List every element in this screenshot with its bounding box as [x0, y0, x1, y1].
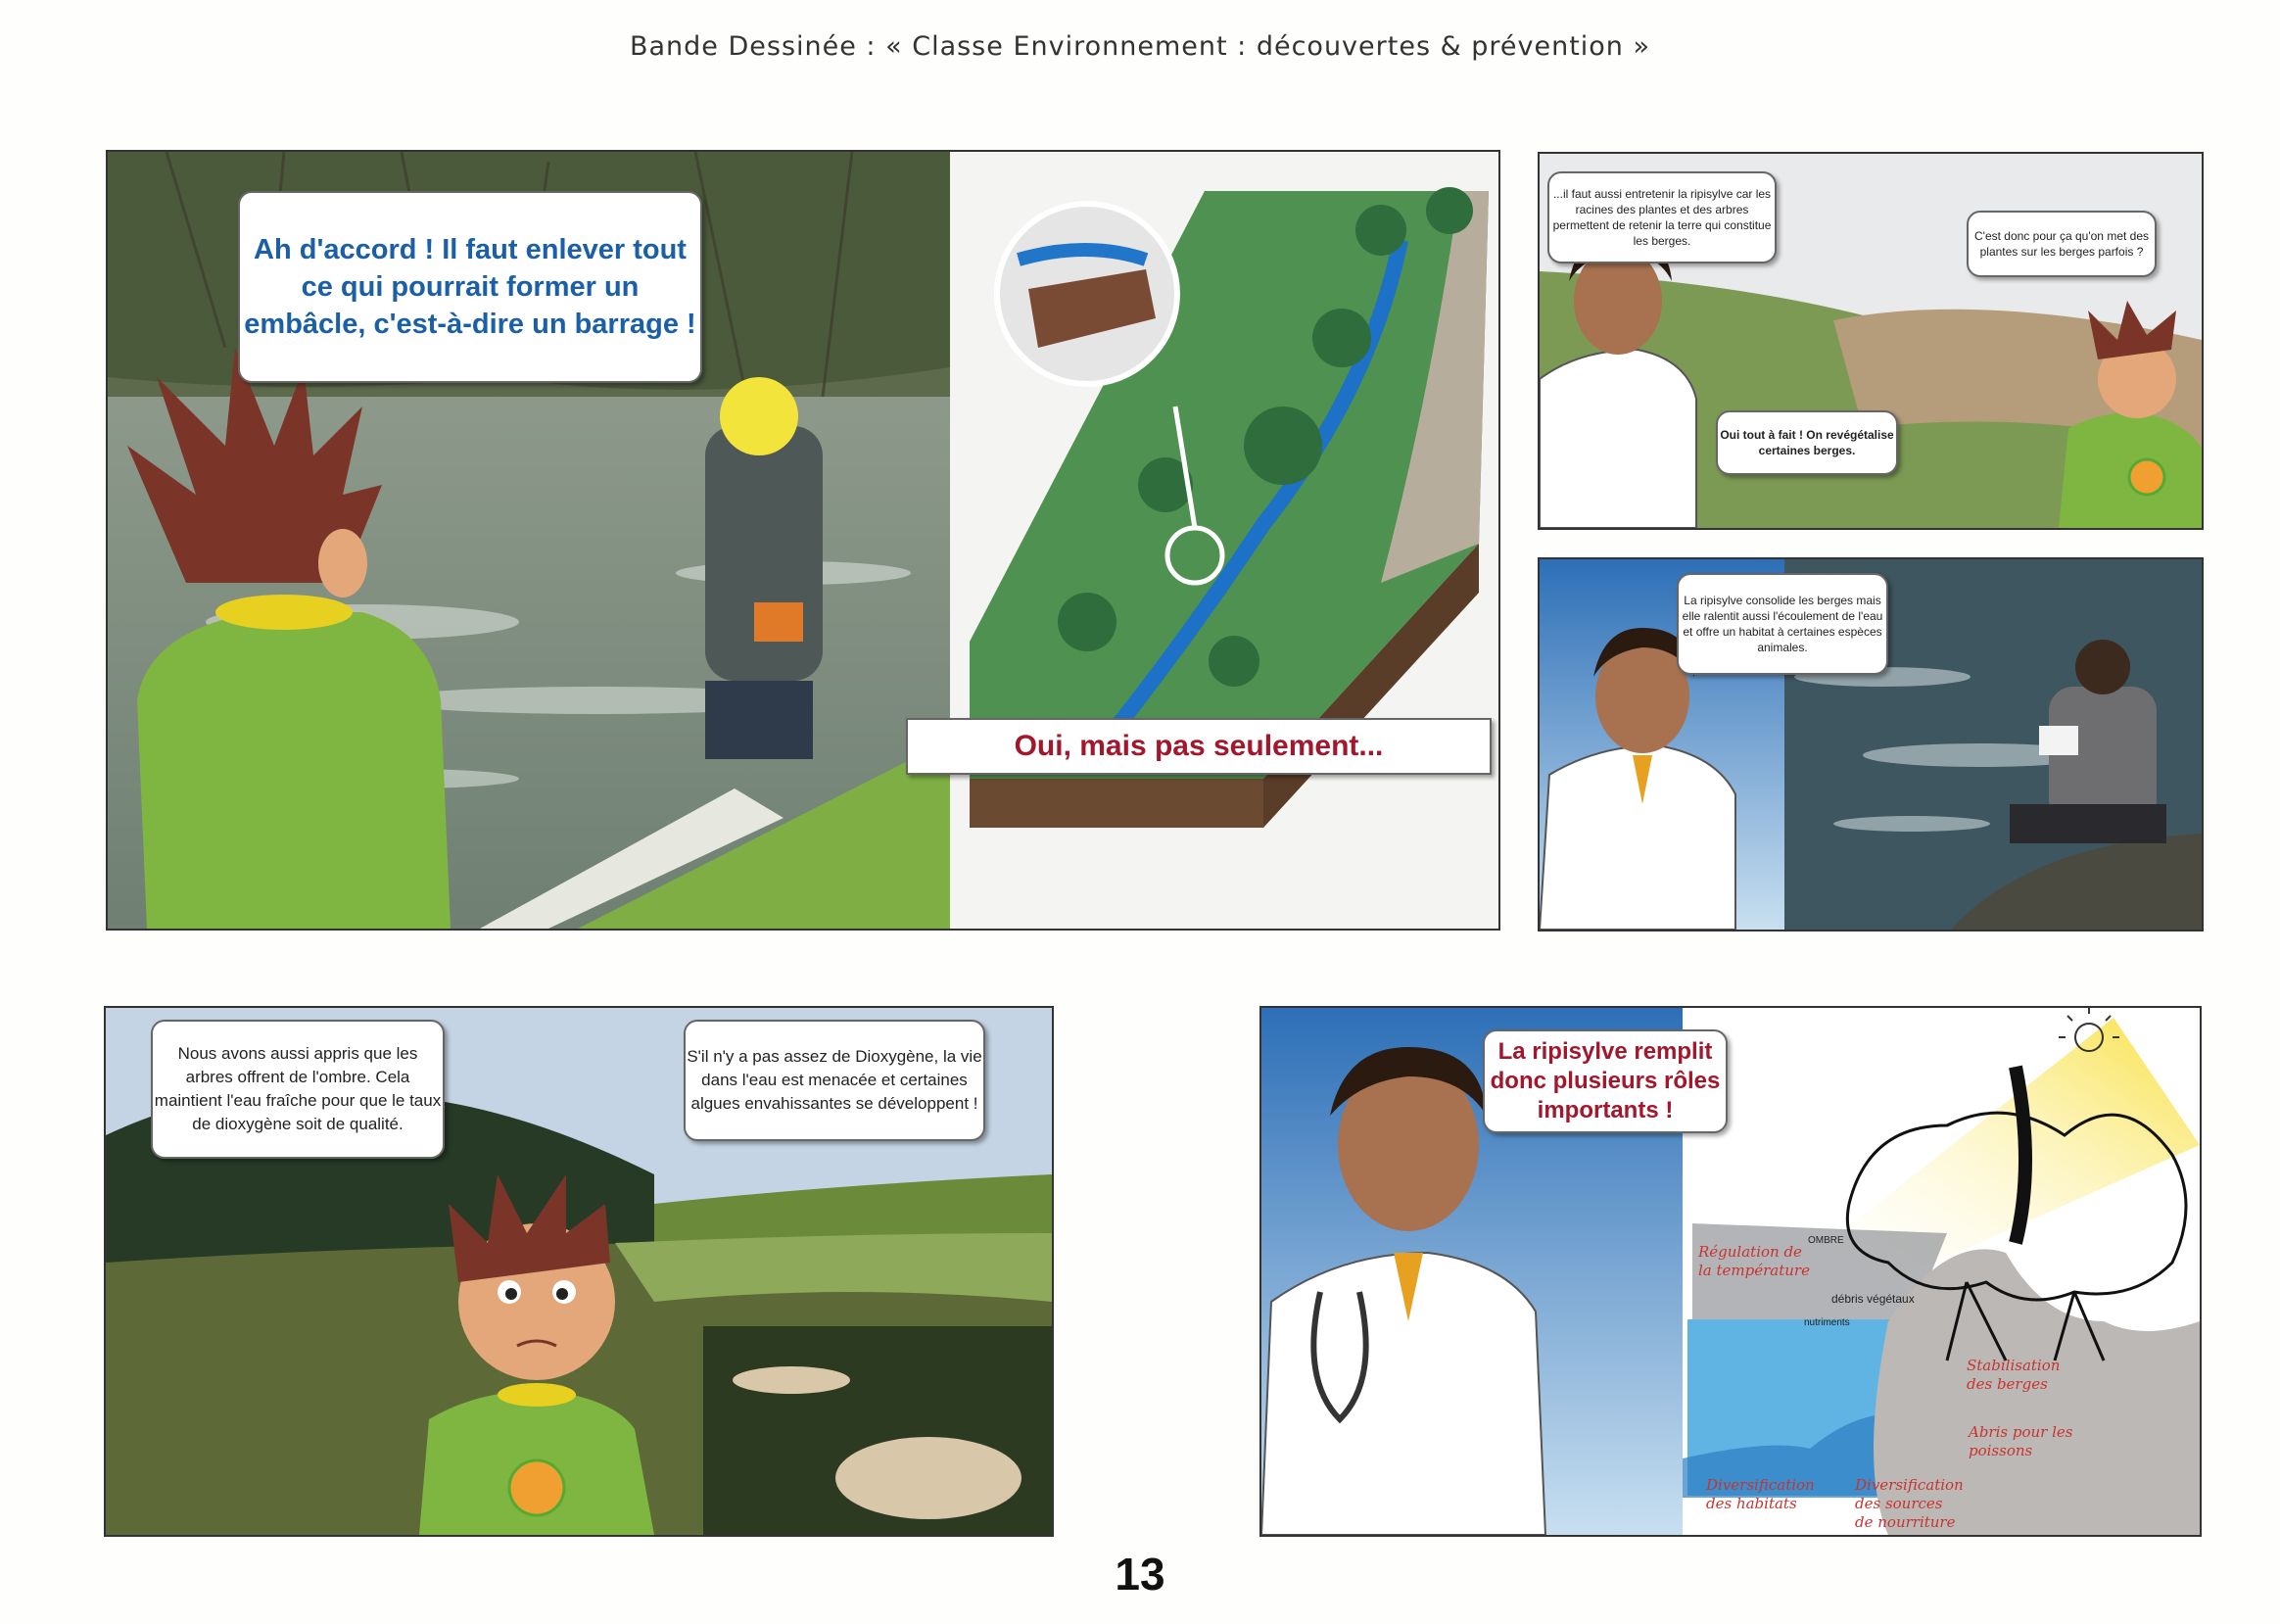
caption-text: Oui, mais pas seulement...	[1014, 730, 1384, 762]
bubble-text: Nous avons aussi appris que les arbres offrent de l'ombre. Cela maintient l'eau fraîche pour que le taux de dioxygène soit de qualité.	[154, 1044, 442, 1133]
speech-bubble-boy	[238, 191, 702, 383]
label-habitats: Diversification des habitats	[1706, 1476, 1815, 1512]
label-temperature: Régulation de la température	[1698, 1243, 1810, 1279]
bubble-text: Oui tout à fait ! On revégétalise certaines berges.	[1720, 428, 1894, 457]
bubble-text: Ah d'accord ! Il faut enlever tout ce qui pourrait former un embâcle, c'est-à-dire un barrage !	[244, 234, 696, 340]
bubble-text: C'est donc pour ça qu'on met des plantes sur les berges parfois ?	[1973, 229, 2150, 259]
label-stabilisation: Stabilisation des berges	[1967, 1357, 2061, 1393]
bubble-text: ...il faut aussi entretenir la ripisylve car les racines des plantes et des arbres permettent de retenir la terre qui constitue les berges.	[1552, 187, 1772, 248]
caption-box	[906, 718, 1492, 775]
speech-bubble-doctor	[1547, 171, 1777, 263]
speech-bubble-doctor-answer	[1716, 410, 1898, 475]
panel-berges	[1538, 152, 2204, 530]
speech-bubble-doctor	[1677, 573, 1888, 675]
label-abris: Abris pour les poissons	[1969, 1423, 2073, 1459]
worker-figure	[705, 377, 823, 759]
panel-roles-ripisylve	[1259, 1006, 2202, 1537]
bubble-text: S'il n'y a pas assez de Dioxygène, la vie dans l'eau est menacée et certaines algues envahissantes se développent !	[687, 1047, 982, 1113]
label-ombre: OMBRE	[1808, 1235, 1844, 1246]
panel-river-clearing	[106, 150, 1500, 931]
label-nutriments: nutriments	[1804, 1317, 1850, 1328]
bubble-text: La ripisylve consolide les berges mais elle ralentit aussi l'écoulement de l'eau et offre un habitat à certaines espèces animales.	[1682, 594, 1883, 654]
speech-bubble-doctor	[1483, 1029, 1728, 1133]
page-number: 13	[1115, 1549, 1165, 1600]
panel-dioxygene	[104, 1006, 1054, 1537]
speech-bubble-boy	[1967, 211, 2157, 277]
page-title: Bande Dessinée : « Classe Environnement : découvertes & prévention »	[629, 31, 1651, 62]
label-debris: débris végétaux	[1831, 1292, 1915, 1306]
speech-bubble-left	[151, 1020, 445, 1159]
label-nourriture: Diversification des sources de nourriture	[1855, 1476, 1964, 1531]
bubble-text: La ripisylve remplit donc plusieurs rôles importants !	[1490, 1038, 1721, 1123]
panel-ripisylve	[1538, 557, 2204, 931]
speech-bubble-right	[684, 1020, 985, 1141]
